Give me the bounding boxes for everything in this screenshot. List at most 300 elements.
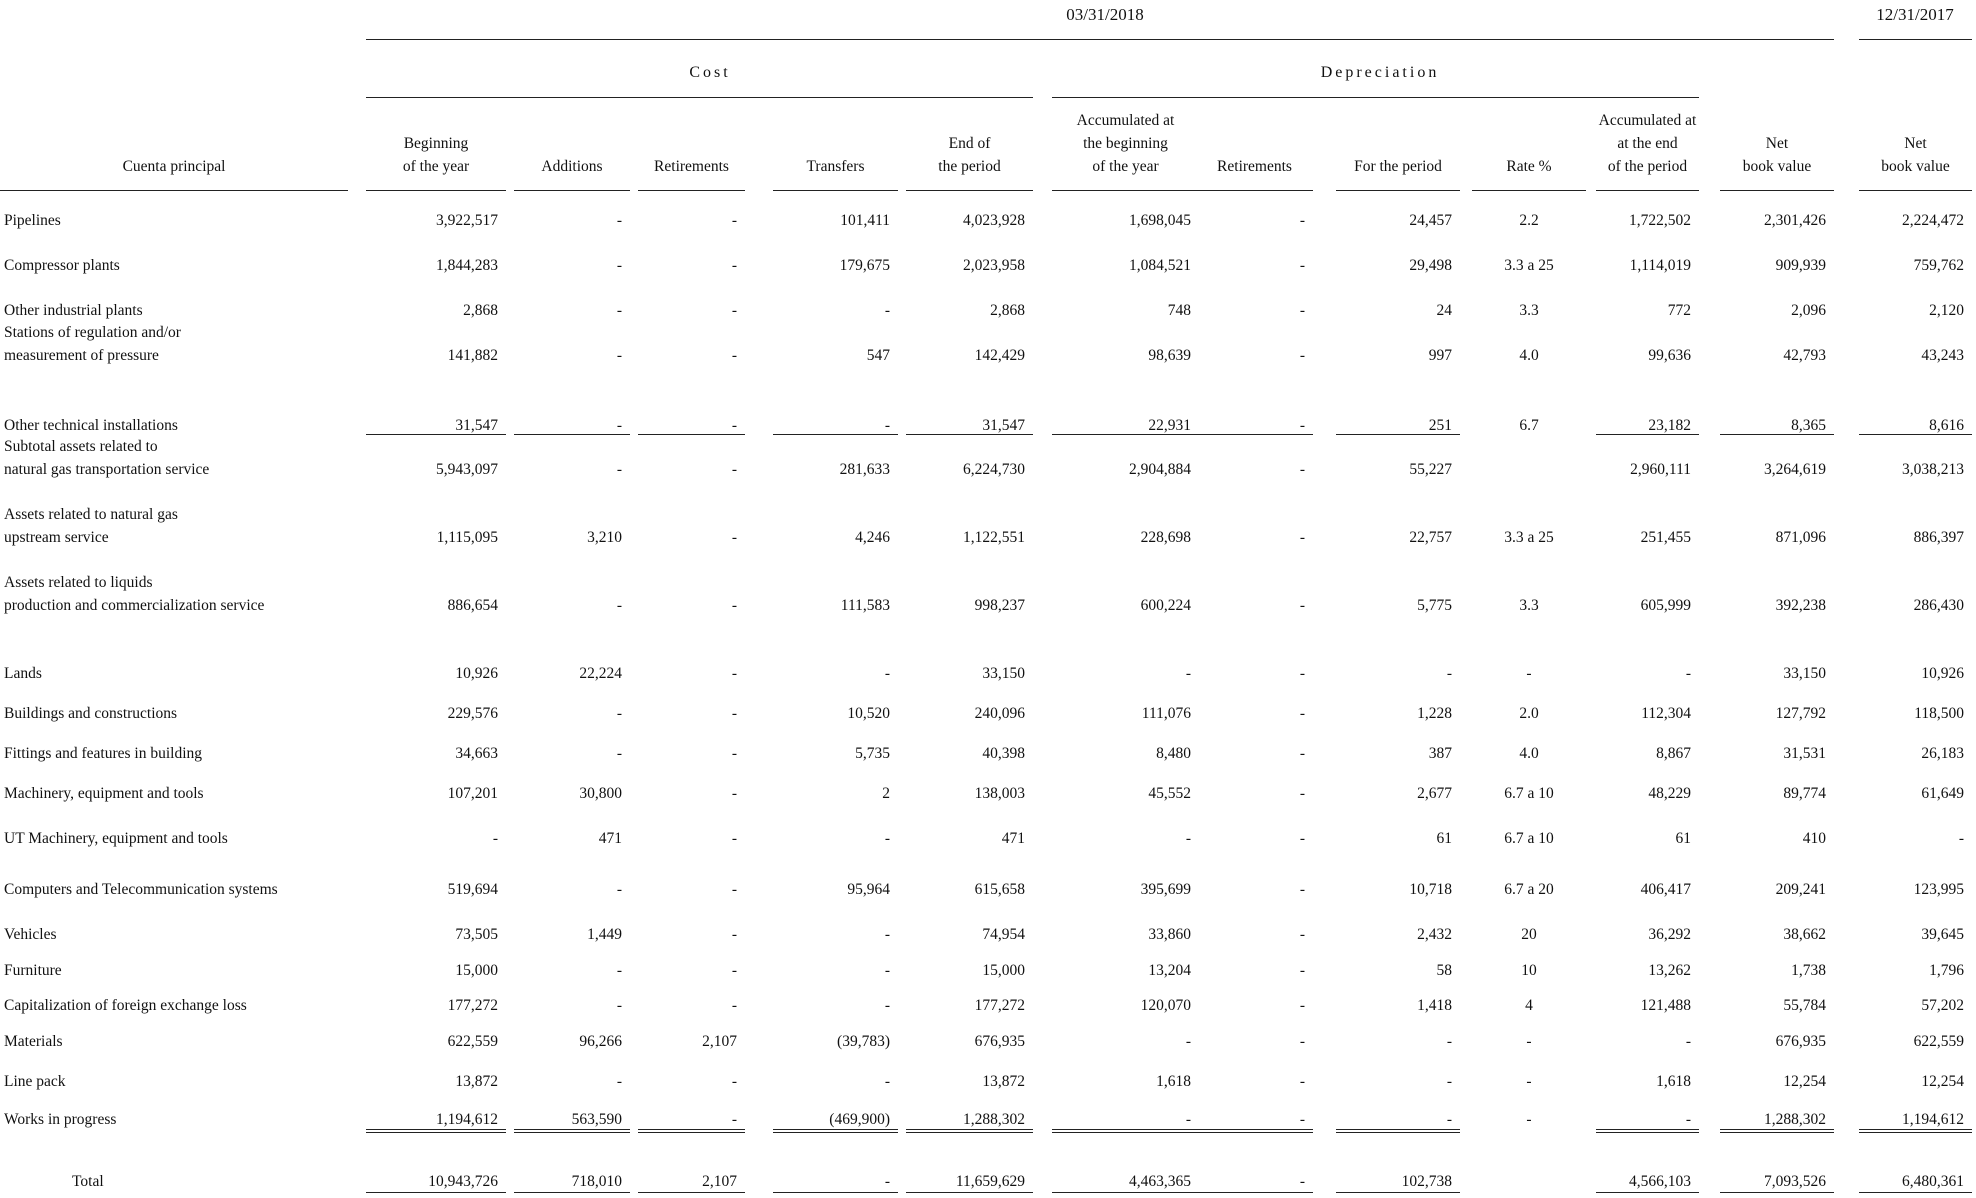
- row-label: [4, 209, 344, 232]
- total-double-underline: [1196, 1129, 1313, 1130]
- table-cell-accum-end: 1,114,019: [1629, 257, 1691, 274]
- column-header-line: Cuenta principal: [122, 158, 226, 175]
- header-underline: [906, 190, 1033, 191]
- table-cell-rate: 6.7 a 20: [1504, 881, 1554, 898]
- table-cell-retirements-dep: -: [1299, 257, 1305, 274]
- table-cell-for-period: 251: [1428, 417, 1452, 434]
- subtotal-underline: [638, 434, 745, 435]
- column-header-retirements-cost: [638, 118, 745, 178]
- table-cell-rate: 20: [1521, 926, 1537, 943]
- row-label: [4, 299, 344, 322]
- total-double-underline: [773, 1132, 898, 1133]
- table-cell-retirements-cost: -: [731, 1111, 737, 1128]
- table-cell-rate: 2.2: [1519, 212, 1539, 229]
- table-cell-net-2017: 10,926: [1921, 665, 1964, 682]
- total-double-underline: [638, 1132, 745, 1133]
- table-cell-net-2018: 12,254: [1783, 1073, 1826, 1090]
- row-label: [4, 321, 344, 367]
- total-double-underline: [366, 1129, 506, 1130]
- table-cell-accum-begin: 600,224: [1140, 597, 1191, 614]
- row-label-line: Fittings and features in building: [4, 745, 203, 762]
- rule-under-current-date: [366, 39, 1834, 40]
- table-cell-beginning: 73,505: [455, 926, 498, 943]
- table-cell-beginning: 15,000: [455, 962, 498, 979]
- table-cell-net-2018: 3,264,619: [1764, 461, 1826, 478]
- row-label-line: Stations of regulation and/or: [4, 324, 181, 341]
- table-cell-net-2017: 286,430: [1913, 597, 1964, 614]
- table-cell-accum-end: 1,618: [1656, 1073, 1691, 1090]
- total-double-underline: [1052, 1129, 1199, 1130]
- row-label-line: measurement of pressure: [4, 347, 159, 364]
- total-double-underline: [1596, 1132, 1699, 1133]
- table-cell-net-2017: 1,194,612: [1902, 1111, 1964, 1128]
- table-cell-rate: -: [1526, 1033, 1532, 1050]
- table-cell-accum-end: 1,722,502: [1629, 212, 1691, 229]
- total-double-underline: [1336, 1129, 1460, 1130]
- table-cell-retirements-cost: -: [731, 347, 737, 364]
- table-cell-beginning: 5,943,097: [436, 461, 498, 478]
- column-header-line: Accumulated at: [1076, 112, 1175, 129]
- subtotal-underline: [366, 1192, 506, 1193]
- table-cell-transfers: 547: [866, 347, 890, 364]
- table-cell-accum-begin: 111,076: [1141, 705, 1191, 722]
- header-underline: [1472, 190, 1586, 191]
- table-cell-retirements-cost: -: [731, 665, 737, 682]
- subtotal-underline: [1720, 434, 1834, 435]
- table-cell-net-2018: 7,093,526: [1764, 1173, 1826, 1190]
- table-cell-additions: -: [616, 881, 622, 898]
- rule-under-depreciation: [1052, 97, 1699, 98]
- table-cell-net-2017: 2,120: [1929, 302, 1964, 319]
- table-cell-retirements-dep: -: [1299, 1073, 1305, 1090]
- subtotal-underline: [1596, 1192, 1699, 1193]
- group-header-depreciation: Depreciation: [1320, 64, 1440, 81]
- table-cell-retirements-dep: -: [1299, 347, 1305, 364]
- row-label: [4, 827, 344, 850]
- table-cell-retirements-cost: -: [731, 529, 737, 546]
- table-cell-accum-end: 772: [1667, 302, 1691, 319]
- table-cell-retirements-dep: -: [1299, 962, 1305, 979]
- table-cell-accum-end: 605,999: [1640, 597, 1691, 614]
- table-cell-retirements-cost: -: [731, 881, 737, 898]
- table-cell-accum-end: 251,455: [1640, 529, 1691, 546]
- row-label-line: Vehicles: [4, 926, 57, 943]
- table-cell-retirements-cost: -: [731, 302, 737, 319]
- column-header-line: the beginning: [1083, 135, 1168, 152]
- table-cell-retirements-dep: -: [1299, 597, 1305, 614]
- table-cell-beginning: 622,559: [447, 1033, 498, 1050]
- table-cell-accum-begin: 45,552: [1148, 785, 1191, 802]
- table-cell-end-period: 2,868: [990, 302, 1025, 319]
- row-label-line: Subtotal assets related to: [4, 438, 158, 455]
- total-double-underline: [1720, 1132, 1834, 1133]
- table-cell-additions: -: [616, 212, 622, 229]
- table-cell-transfers: 95,964: [847, 881, 890, 898]
- row-label-line: Capitalization of foreign exchange loss: [4, 997, 247, 1014]
- table-cell-end-period: 4,023,928: [963, 212, 1025, 229]
- row-label: [4, 1108, 344, 1131]
- table-cell-transfers: 281,633: [839, 461, 890, 478]
- row-label: [4, 994, 344, 1017]
- table-cell-beginning: 141,882: [447, 347, 498, 364]
- period-date-prior: 12/31/2017: [1876, 5, 1954, 24]
- table-cell-additions: 3,210: [587, 529, 622, 546]
- rule-under-prior-date: [1859, 39, 1972, 40]
- subtotal-underline: [773, 1192, 898, 1193]
- table-cell-net-2018: 31,531: [1783, 745, 1826, 762]
- row-label-line: Lands: [4, 665, 42, 682]
- table-cell-for-period: 58: [1436, 962, 1452, 979]
- subtotal-underline: [906, 434, 1033, 435]
- column-header-line: Retirements: [1217, 158, 1292, 175]
- column-header-transfers: [773, 118, 898, 178]
- row-label-line: Assets related to natural gas: [4, 506, 178, 523]
- table-cell-net-2017: 12,254: [1921, 1073, 1964, 1090]
- table-cell-additions: 718,010: [571, 1173, 622, 1190]
- table-cell-accum-begin: 1,698,045: [1129, 212, 1191, 229]
- table-cell-retirements-cost: -: [731, 962, 737, 979]
- table-cell-end-period: 15,000: [982, 962, 1025, 979]
- subtotal-underline: [1196, 434, 1313, 435]
- table-cell-accum-end: 13,262: [1648, 962, 1691, 979]
- table-cell-additions: -: [616, 997, 622, 1014]
- column-header-label: [0, 118, 348, 178]
- table-cell-additions: 471: [598, 830, 622, 847]
- table-cell-transfers: 5,735: [855, 745, 890, 762]
- header-underline: [0, 190, 348, 191]
- group-header-cost: Cost: [689, 64, 731, 81]
- table-cell-accum-end: 48,229: [1648, 785, 1691, 802]
- table-cell-accum-end: 61: [1675, 830, 1691, 847]
- table-cell-net-2017: 61,649: [1921, 785, 1964, 802]
- table-cell-net-2017: 8,616: [1929, 417, 1964, 434]
- table-cell-for-period: 29,498: [1409, 257, 1452, 274]
- table-cell-additions: -: [616, 302, 622, 319]
- row-label-line: Total: [72, 1173, 104, 1190]
- total-double-underline: [1196, 1132, 1313, 1133]
- table-cell-end-period: 2,023,958: [963, 257, 1025, 274]
- column-header-net-2017: [1859, 118, 1972, 178]
- row-label-line: Line pack: [4, 1073, 66, 1090]
- table-cell-net-2018: 871,096: [1775, 529, 1826, 546]
- row-label: [4, 702, 344, 725]
- table-cell-accum-begin: 4,463,365: [1129, 1173, 1191, 1190]
- row-label: [4, 742, 344, 765]
- column-header-line: of the year: [402, 158, 470, 175]
- table-cell-additions: 563,590: [571, 1111, 622, 1128]
- table-cell-accum-begin: 228,698: [1140, 529, 1191, 546]
- table-cell-retirements-cost: -: [731, 830, 737, 847]
- table-cell-net-2017: 6,480,361: [1902, 1173, 1964, 1190]
- header-underline: [1336, 190, 1460, 191]
- subtotal-underline: [1052, 434, 1199, 435]
- table-cell-for-period: -: [1446, 1111, 1452, 1128]
- table-cell-for-period: 5,775: [1417, 597, 1452, 614]
- table-cell-retirements-cost: -: [731, 417, 737, 434]
- rule-under-cost: [366, 97, 1033, 98]
- column-header-line: Accumulated at: [1598, 112, 1697, 129]
- table-cell-rate: 4.0: [1519, 347, 1539, 364]
- header-underline: [638, 190, 745, 191]
- table-cell-end-period: 615,658: [974, 881, 1025, 898]
- table-cell-end-period: 31,547: [982, 417, 1025, 434]
- table-cell-retirements-dep: -: [1299, 1033, 1305, 1050]
- table-cell-net-2017: 886,397: [1913, 529, 1964, 546]
- column-header-line: Net: [1765, 135, 1789, 152]
- table-cell-rate: 6.7 a 10: [1504, 785, 1554, 802]
- table-cell-additions: 30,800: [579, 785, 622, 802]
- table-cell-accum-begin: 22,931: [1148, 417, 1191, 434]
- header-underline: [1196, 190, 1313, 191]
- subtotal-underline: [514, 434, 630, 435]
- table-cell-for-period: 61: [1436, 830, 1452, 847]
- table-cell-retirements-dep: -: [1299, 881, 1305, 898]
- row-label: [4, 571, 344, 617]
- column-header-accum-begin: [1052, 112, 1199, 178]
- table-cell-rate: 3.3: [1519, 302, 1539, 319]
- table-cell-additions: -: [616, 417, 622, 434]
- subtotal-underline: [638, 1192, 745, 1193]
- table-cell-retirements-dep: -: [1299, 926, 1305, 943]
- row-label-line: Buildings and constructions: [4, 705, 178, 722]
- table-cell-net-2017: 26,183: [1921, 745, 1964, 762]
- column-header-line: of the year: [1092, 158, 1159, 175]
- table-cell-net-2017: 118,500: [1914, 705, 1964, 722]
- column-header-line: Retirements: [654, 158, 729, 175]
- column-header-additions: [514, 118, 630, 178]
- table-cell-transfers: -: [884, 1173, 890, 1190]
- table-cell-transfers: -: [884, 926, 890, 943]
- subtotal-underline: [1052, 1192, 1199, 1193]
- table-cell-retirements-cost: -: [731, 705, 737, 722]
- table-cell-beginning: 519,694: [447, 881, 498, 898]
- table-cell-retirements-dep: -: [1299, 302, 1305, 319]
- table-cell-additions: -: [616, 347, 622, 364]
- column-header-line: Net: [1904, 135, 1927, 152]
- row-label: [4, 782, 344, 805]
- table-cell-accum-end: 2,960,111: [1630, 461, 1691, 478]
- total-double-underline: [1336, 1132, 1460, 1133]
- table-cell-accum-end: 23,182: [1648, 417, 1691, 434]
- table-cell-net-2017: 3,038,213: [1902, 461, 1964, 478]
- table-cell-retirements-cost: -: [731, 785, 737, 802]
- total-double-underline: [514, 1129, 630, 1130]
- table-cell-retirements-cost: -: [731, 1073, 737, 1090]
- table-cell-additions: -: [616, 597, 622, 614]
- table-cell-end-period: 177,272: [974, 997, 1025, 1014]
- table-cell-accum-begin: -: [1185, 665, 1191, 682]
- row-label-line: Furniture: [4, 962, 62, 979]
- table-cell-retirements-dep: -: [1299, 705, 1305, 722]
- column-header-line: book value: [1742, 158, 1812, 175]
- table-cell-net-2018: 2,301,426: [1764, 212, 1826, 229]
- table-cell-additions: -: [616, 745, 622, 762]
- row-label: [4, 1070, 344, 1093]
- total-double-underline: [906, 1132, 1033, 1133]
- table-cell-end-period: 6,224,730: [963, 461, 1025, 478]
- table-cell-net-2017: 39,645: [1921, 926, 1964, 943]
- table-cell-net-2018: 8,365: [1791, 417, 1826, 434]
- table-cell-for-period: 102,738: [1401, 1173, 1452, 1190]
- table-cell-net-2018: 909,939: [1775, 257, 1826, 274]
- table-cell-accum-end: 4,566,103: [1629, 1173, 1691, 1190]
- table-cell-end-period: 142,429: [974, 347, 1025, 364]
- table-cell-for-period: 387: [1428, 745, 1452, 762]
- table-cell-rate: 4: [1525, 997, 1533, 1014]
- table-cell-end-period: 33,150: [982, 665, 1025, 682]
- table-cell-beginning: -: [492, 830, 498, 847]
- table-cell-accum-begin: 8,480: [1156, 745, 1191, 762]
- table-cell-for-period: -: [1446, 665, 1452, 682]
- table-cell-rate: -: [1526, 1073, 1532, 1090]
- table-cell-accum-end: -: [1685, 1111, 1691, 1128]
- table-cell-end-period: 1,288,302: [963, 1111, 1025, 1128]
- table-cell-accum-end: 112,304: [1641, 705, 1691, 722]
- table-cell-net-2017: 43,243: [1921, 347, 1964, 364]
- table-cell-retirements-cost: -: [731, 461, 737, 478]
- subtotal-underline: [906, 1192, 1033, 1193]
- table-cell-for-period: 997: [1428, 347, 1452, 364]
- table-cell-net-2018: 33,150: [1783, 665, 1826, 682]
- table-cell-transfers: -: [884, 302, 890, 319]
- column-header-line: at the end: [1617, 135, 1678, 152]
- table-cell-for-period: 2,677: [1417, 785, 1452, 802]
- table-cell-net-2018: 1,288,302: [1764, 1111, 1826, 1128]
- table-cell-retirements-dep: -: [1299, 529, 1305, 546]
- table-cell-retirements-cost: -: [731, 257, 737, 274]
- header-underline: [1720, 190, 1834, 191]
- table-cell-rate: -: [1526, 665, 1532, 682]
- column-header-line: of the period: [1607, 158, 1688, 175]
- subtotal-underline: [773, 434, 898, 435]
- table-cell-net-2017: 622,559: [1913, 1033, 1964, 1050]
- table-cell-transfers: 179,675: [839, 257, 890, 274]
- table-cell-net-2017: -: [1958, 830, 1964, 847]
- table-cell-beginning: 1,844,283: [436, 257, 498, 274]
- table-cell-end-period: 676,935: [974, 1033, 1025, 1050]
- table-cell-net-2018: 1,738: [1791, 962, 1826, 979]
- row-label: [4, 959, 344, 982]
- row-label: [4, 414, 344, 437]
- table-cell-retirements-cost: 2,107: [702, 1173, 737, 1190]
- row-label-line: UT Machinery, equipment and tools: [4, 830, 228, 847]
- table-cell-rate: 6.7 a 10: [1504, 830, 1554, 847]
- total-double-underline: [1596, 1129, 1699, 1130]
- row-label-line: natural gas transportation service: [4, 461, 210, 478]
- table-cell-transfers: -: [884, 665, 890, 682]
- table-cell-retirements-dep: -: [1299, 417, 1305, 434]
- table-cell-beginning: 10,926: [455, 665, 498, 682]
- table-cell-retirements-cost: -: [731, 597, 737, 614]
- column-header-line: Rate %: [1506, 158, 1552, 175]
- table-cell-additions: -: [616, 257, 622, 274]
- row-label: [4, 435, 344, 481]
- table-cell-retirements-cost: -: [731, 745, 737, 762]
- total-double-underline: [773, 1129, 898, 1130]
- subtotal-underline: [1859, 434, 1972, 435]
- column-header-accum-end: [1596, 112, 1699, 178]
- table-cell-net-2018: 676,935: [1775, 1033, 1826, 1050]
- table-cell-for-period: 24,457: [1409, 212, 1452, 229]
- table-cell-end-period: 13,872: [982, 1073, 1025, 1090]
- table-cell-retirements-cost: -: [731, 997, 737, 1014]
- table-cell-beginning: 3,922,517: [436, 212, 498, 229]
- table-cell-rate: 10: [1521, 962, 1537, 979]
- table-cell-beginning: 886,654: [447, 597, 498, 614]
- table-cell-transfers: 4,246: [855, 529, 890, 546]
- table-cell-accum-begin: -: [1185, 1033, 1191, 1050]
- header-underline: [773, 190, 898, 191]
- table-cell-accum-begin: 13,204: [1148, 962, 1191, 979]
- table-cell-additions: -: [616, 705, 622, 722]
- column-header-line: Beginning: [403, 135, 469, 152]
- table-cell-net-2017: 2,224,472: [1902, 212, 1964, 229]
- table-cell-rate: 3.3: [1519, 597, 1539, 614]
- row-label-line: Materials: [4, 1033, 63, 1050]
- table-cell-rate: 3.3 a 25: [1504, 257, 1554, 274]
- table-cell-transfers: (469,900): [829, 1111, 890, 1128]
- table-cell-retirements-dep: -: [1299, 997, 1305, 1014]
- table-cell-additions: -: [616, 962, 622, 979]
- column-header-line: the period: [938, 158, 1001, 175]
- row-label-line: production and commercialization service: [4, 597, 265, 614]
- table-cell-beginning: 10,943,726: [428, 1173, 498, 1190]
- table-cell-accum-begin: -: [1185, 1111, 1191, 1128]
- total-double-underline: [1052, 1132, 1199, 1133]
- row-label: [4, 1030, 344, 1053]
- table-cell-accum-begin: 1,084,521: [1129, 257, 1191, 274]
- row-label-line: Other industrial plants: [4, 302, 143, 319]
- row-label-line: Pipelines: [4, 212, 61, 229]
- table-cell-retirements-dep: -: [1299, 1173, 1305, 1190]
- row-label: [72, 1170, 412, 1193]
- table-cell-rate: -: [1526, 1111, 1532, 1128]
- table-cell-net-2018: 89,774: [1783, 785, 1826, 802]
- total-double-underline: [1720, 1129, 1834, 1130]
- column-header-line: book value: [1881, 158, 1950, 175]
- table-cell-transfers: 10,520: [847, 705, 890, 722]
- table-cell-retirements-cost: -: [731, 926, 737, 943]
- header-underline: [514, 190, 630, 191]
- table-cell-beginning: 229,576: [447, 705, 498, 722]
- table-cell-transfers: (39,783): [837, 1033, 890, 1050]
- table-cell-retirements-dep: -: [1299, 1111, 1305, 1128]
- table-cell-end-period: 471: [1001, 830, 1025, 847]
- table-cell-accum-end: 36,292: [1648, 926, 1691, 943]
- table-cell-retirements-cost: 2,107: [702, 1033, 737, 1050]
- column-header-line: Additions: [541, 158, 603, 175]
- header-underline: [1052, 190, 1199, 191]
- table-cell-accum-end: 406,417: [1640, 881, 1691, 898]
- table-cell-additions: 96,266: [579, 1033, 622, 1050]
- table-cell-transfers: -: [884, 962, 890, 979]
- column-header-line: For the period: [1354, 158, 1442, 175]
- table-cell-additions: -: [616, 461, 622, 478]
- table-cell-beginning: 13,872: [455, 1073, 498, 1090]
- table-cell-transfers: 101,411: [840, 212, 890, 229]
- column-header-for-period: [1336, 118, 1460, 178]
- table-cell-beginning: 34,663: [455, 745, 498, 762]
- subtotal-underline: [366, 434, 506, 435]
- table-cell-beginning: 2,868: [463, 302, 498, 319]
- table-cell-net-2017: 759,762: [1913, 257, 1964, 274]
- table-cell-accum-begin: 395,699: [1140, 881, 1191, 898]
- table-cell-accum-begin: 748: [1167, 302, 1191, 319]
- table-cell-for-period: 24: [1436, 302, 1452, 319]
- table-cell-for-period: 1,228: [1417, 705, 1452, 722]
- column-header-end-period: [906, 118, 1033, 178]
- table-cell-retirements-dep: -: [1299, 212, 1305, 229]
